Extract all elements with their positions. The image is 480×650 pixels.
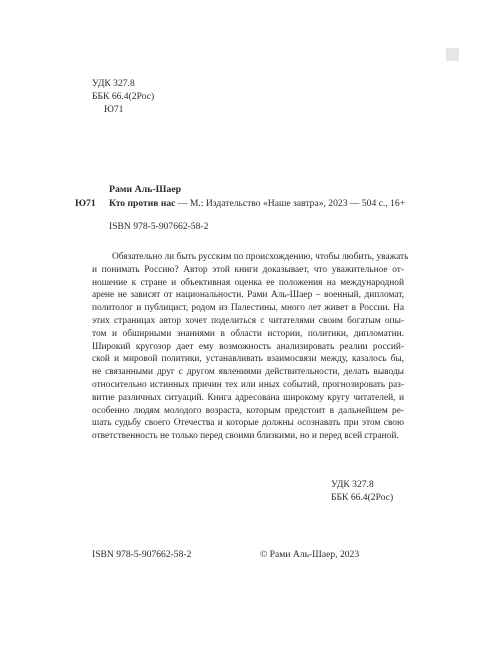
annotation-line: Обязательно ли быть русским по происхождению, чтобы любить, уважать bbox=[112, 252, 409, 262]
annotation-line: ношение к стране и объективная оценка ее положения на международной bbox=[92, 277, 404, 288]
annotation-line: том и обширными знаниями в области истории, политики, дипломатии. bbox=[92, 328, 404, 339]
annotation-line: ответственность не только перед своими близкими, но и перед всей страной. bbox=[92, 431, 399, 442]
annotation-line: витие различных ситуаций. Книга адресована широкому кругу читателей, и bbox=[92, 392, 404, 403]
catalog-entry bbox=[109, 198, 405, 209]
copyright-notice: © Рами Аль-Шаер, 2023 bbox=[260, 549, 360, 560]
annotation-line: шать судьбу своего Отечества и которые должны осознавать при этом свою bbox=[92, 418, 404, 429]
annotation-line: и понимать Россию? Автор этой книги доказывает, что уважительное от- bbox=[92, 264, 404, 275]
annotation-line: не связанными друг с другом явлениями действительности, делать выводы bbox=[92, 367, 404, 378]
annotation-line: этих страницах автор хочет поделиться с читателями своим богатым опы- bbox=[92, 315, 404, 326]
bbk-code-bottom: ББК 66.4(2Рос) bbox=[331, 492, 394, 503]
isbn-top: ISBN 978-5-907662-58-2 bbox=[109, 221, 209, 232]
author-mark: Ю71 bbox=[104, 104, 124, 115]
catalog-author-mark: Ю71 bbox=[75, 198, 96, 209]
bbk-code: ББК 66.4(2Рос) bbox=[92, 91, 155, 102]
book-annotation bbox=[92, 251, 409, 443]
classification-block-top bbox=[92, 77, 154, 116]
page-corner-marker bbox=[446, 48, 459, 61]
isbn-bottom: ISBN 978-5-907662-58-2 bbox=[92, 549, 192, 560]
udk-code: УДК 327.8 bbox=[92, 78, 135, 89]
udk-code-bottom: УДК 327.8 bbox=[331, 479, 374, 490]
annotation-line: политолог и публицист, родом из Палестины, много лет живет в России. На bbox=[92, 303, 404, 314]
annotation-line: относительно истинных причин тех или иных событий, прогнозировать раз- bbox=[92, 379, 404, 390]
classification-block-bottom bbox=[331, 478, 393, 504]
annotation-line: арене не зависят от национальности. Рами Аль-Шаер – военный, дипломат, bbox=[92, 290, 404, 301]
annotation-line: особенно людям молодого возраста, которым предстоит в дальнейшем ре- bbox=[92, 405, 404, 416]
author-name: Рами Аль-Шаер bbox=[109, 184, 182, 195]
publication-details: — М.: Издательство «Наше завтра», 2023 — 504 с., 16+ bbox=[175, 198, 406, 209]
annotation-line: Широкий кругозор дает ему возможность анализировать реалии россий- bbox=[92, 341, 404, 352]
book-title: Кто против нас bbox=[109, 198, 176, 209]
annotation-line: ской и мировой политики, устанавливать взаимосвязи между, казалось бы, bbox=[92, 354, 404, 365]
